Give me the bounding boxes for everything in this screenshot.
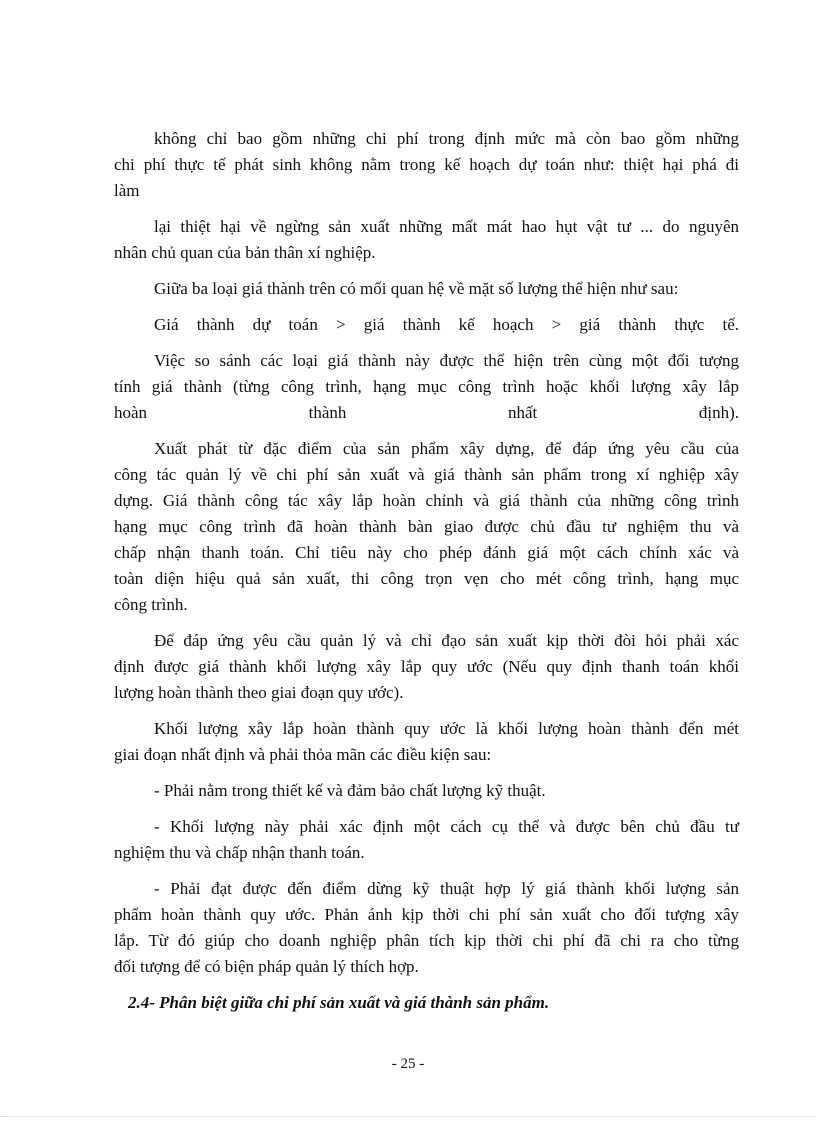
text-line: phẩm hoàn thành quy ước. Phản ánh kịp thời chi phí sản xuất cho đối tượng xây: [114, 905, 739, 924]
text-line: nhân chủ quan của bản thân xí nghiệp.: [114, 243, 376, 262]
text-line: công tác quản lý về chi phí sản xuất và giá thành sản phẩm trong xí nghiệp xây: [114, 465, 739, 484]
text-line: hoàn thành nhất định).: [114, 403, 739, 422]
text-line: chấp nhận thanh toán. Chỉ tiêu này cho phép đánh giá một cách chính xác và: [114, 543, 739, 562]
text-line: Giá thành dự toán > giá thành kế hoạch > giá thành thực tế.: [154, 315, 739, 334]
text-line: tính giá thành (từng công trình, hạng mục công trình hoặc khối lượng xây lắp: [114, 377, 739, 396]
text-line: toàn diện hiệu quả sản xuất, thi công trọn vẹn cho mét công trình, hạng mục: [114, 569, 739, 588]
text-line: Việc so sánh các loại giá thành này được thể hiện trên cùng một đối tượng: [154, 351, 739, 370]
text-line: - Phải nằm trong thiết kế và đảm bảo chất lượng kỹ thuật.: [154, 781, 546, 800]
text-line: - Phải đạt được đến điểm dừng kỹ thuật hợp lý giá thành khối lượng sản: [154, 879, 739, 898]
text-line: không chỉ bao gồm những chi phí trong định mức mà còn bao gồm những: [154, 129, 739, 148]
text-line: - Khối lượng này phải xác định một cách cụ thể và được bên chủ đầu tư: [154, 817, 739, 836]
text-line: Xuất phát từ đặc điểm của sản phẩm xây dựng, để đáp ứng yêu cầu của: [154, 439, 739, 458]
text-line: định được giá thành khối lượng xây lắp quy ước (Nếu quy định thanh toán khối: [114, 657, 739, 676]
page-number: - 25 -: [391, 1056, 425, 1072]
text-line: lượng hoàn thành theo giai đoạn quy ước).: [114, 683, 404, 702]
text-line: lắp. Từ đó giúp cho doanh nghiệp phân tích kịp thời chi phí đã chi ra cho từng: [114, 931, 739, 950]
text-line: giai đoạn nhất định và phải thỏa mãn các điều kiện sau:: [114, 745, 492, 764]
text-line: chi phí thực tế phát sinh không nằm trong kế hoạch dự toán như: thiệt hại phá đi: [114, 155, 739, 174]
text-line: Khối lượng xây lắp hoàn thành quy ước là khối lượng hoàn thành đến mét: [154, 719, 739, 738]
page-bottom-rule: [0, 1116, 816, 1117]
text-line: công trình.: [114, 595, 188, 614]
text-line: dựng. Giá thành công tác xây lắp hoàn chỉnh và giá thành của những công trình: [114, 491, 739, 510]
text-line: làm: [114, 181, 140, 200]
text-line: Để đáp ứng yêu cầu quản lý và chỉ đạo sản xuất kịp thời đòi hỏi phải xác: [154, 631, 739, 650]
text-line: hạng mục công trình đã hoàn thành bàn giao được chủ đầu tư nghiệm thu và: [114, 517, 739, 536]
section-heading: 2.4- Phân biệt giữa chi phí sản xuất và giá thành sản phẩm.: [128, 993, 550, 1012]
text-line: lại thiệt hại về ngừng sản xuất những mất mát hao hụt vật tư ... do nguyên: [154, 217, 739, 236]
text-line: Giữa ba loại giá thành trên có mối quan hệ về mặt số lượng thể hiện như sau:: [154, 279, 679, 298]
text-line: nghiệm thu và chấp nhận thanh toán.: [114, 843, 365, 862]
document-body: [114, 126, 739, 1016]
text-line: đối tượng để có biện pháp quản lý thích hợp.: [114, 957, 419, 976]
